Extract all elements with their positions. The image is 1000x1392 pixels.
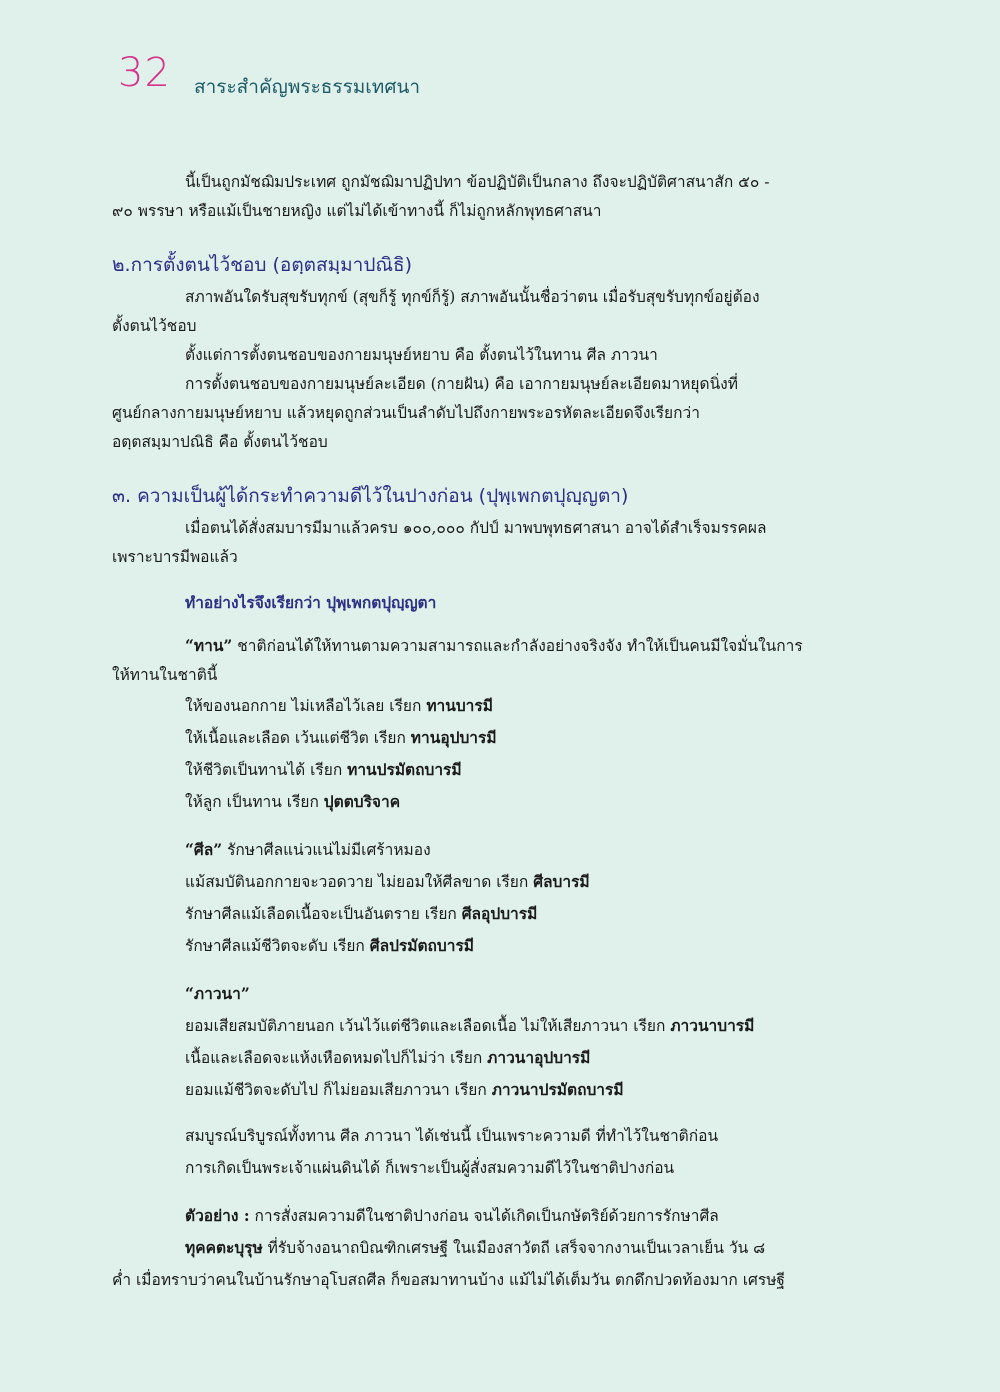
dana-line-4-text: ให้ลูก เป็นทาน เรียก: [185, 793, 324, 811]
intro-line-1: นี้เป็นถูกมัชฌิมประเทศ ถูกมัชฌิมาปฏิปทา ข้อปฏิบัติเป็นกลาง ถึงจะปฏิบัติศาสนาสัก ๕๐ -: [185, 173, 770, 191]
sila-title: “ศีล”: [185, 840, 223, 859]
example-person: ทุคคตะบุรุษ: [185, 1238, 263, 1257]
section-2-heading: ๒.การตั้งตนไว้ชอบ (อตฺตสมฺมาปณิธิ): [112, 254, 413, 276]
sec2-para-1b: ตั้งตนไว้ชอบ: [112, 317, 197, 335]
sila-line-3-term: ศีลปรมัตถบารมี: [369, 936, 474, 955]
dana-line-2-term: ทานอุปบารมี: [410, 728, 497, 747]
dana-line-4: [112, 786, 852, 818]
page-body: [112, 168, 852, 1296]
sila-line-1-text: แม้สมบัตินอกกายจะวอดวาย ไม่ยอมให้ศีลขาด เรียก: [185, 873, 534, 891]
sila-line-3: [112, 930, 852, 962]
sila-line-2-term: ศีลอุปบารมี: [461, 904, 538, 923]
bhavana-line-3: [112, 1074, 852, 1106]
example-story-text-1: ที่รับจ้างอนาถบิณฑิกเศรษฐี ในเมืองสาวัตถี เสร็จจากงานเป็นเวลาเย็น วัน ๘: [262, 1239, 766, 1257]
bhavana-line-2: [112, 1042, 852, 1074]
dana-desc-text: ชาติก่อนได้ให้ทานตามความสามารถและกำลังอย่างจริงจัง ทำให้เป็นคนมีใจมั่นในการ: [232, 637, 803, 655]
dana-line-1-term: ทานบารมี: [426, 696, 493, 715]
dana-line-1: [112, 690, 852, 722]
bhavana-line-2-term: ภาวนาอุปบารมี: [487, 1048, 591, 1067]
dana-title: “ทาน”: [185, 636, 233, 655]
dana-line-3-term: ทานปรมัตถบารมี: [347, 760, 462, 779]
dana-desc: [112, 631, 852, 661]
dana-line-4-term: ปุตตบริจาค: [323, 792, 401, 811]
sila-line-3-text: รักษาศีลแม้ชีวิตจะดับ เรียก: [185, 937, 370, 955]
dana-line-3: [112, 754, 852, 786]
summary-line-2: การเกิดเป็นพระเจ้าแผ่นดินได้ ก็เพราะเป็นผู้สั่งสมความดีไว้ในชาติปางก่อน: [185, 1159, 675, 1177]
bhavana-line-2-text: เนื้อและเลือดจะแห้งเหือดหมดไปก็ไม่ว่า เรียก: [185, 1049, 488, 1067]
example-label: ตัวอย่าง :: [185, 1206, 250, 1225]
sila-desc-text: รักษาศีลแน่วแน่ไม่มีเศร้าหมอง: [222, 841, 431, 859]
section-3-heading: ๓. ความเป็นผู้ได้กระทำความดีไว้ในปางก่อน (ปุพฺเพกตปุญฺญตา): [112, 485, 629, 507]
dana-line-2-text: ให้เนื้อและเลือด เว้นแต่ชีวิต เรียก: [185, 729, 411, 747]
sec2-para-3a: การตั้งตนชอบของกายมนุษย์ละเอียด (กายฝัน) คือ เอากายมนุษย์ละเอียดมาหยุดนิ่งที่: [185, 375, 738, 393]
bhavana-line-1-text: ยอมเสียสมบัติภายนอก เว้นไว้แต่ชีวิตและเลือดเนื้อ ไม่ให้เสียภาวนา เรียก: [185, 1017, 671, 1035]
sila-line-1: [112, 866, 852, 898]
sec2-para-3c: อตฺตสมฺมาปณิธิ คือ ตั้งตนไว้ชอบ: [112, 433, 328, 451]
example-text: การสั่งสมความดีในชาติปางก่อน จนได้เกิดเป็นกษัตริย์ด้วยการรักษาศีล: [249, 1207, 719, 1225]
dana-line-2: [112, 722, 852, 754]
bhavana-line-1: [112, 1010, 852, 1042]
example-story-line-2: ค่ำ เมื่อทราบว่าคนในบ้านรักษาอุโบสถศีล ก็ขอสมาทานบ้าง แม้ไม่ได้เต็มวัน ตกดึกปวดท้องมาก เศรษฐี: [112, 1271, 785, 1289]
sec3-subheading: ทำอย่างไรจึงเรียกว่า ปุพฺเพกตปุญฺญตา: [185, 593, 437, 612]
sila-line-2: [112, 898, 852, 930]
bhavana-line-1-term: ภาวนาบารมี: [670, 1016, 755, 1035]
sec3-para-1a: เมื่อตนได้สั่งสมบารมีมาแล้วครบ ๑๐๐,๐๐๐ กัปป์ มาพบพุทธศาสนา อาจได้สำเร็จมรรคผล: [185, 519, 767, 537]
bhavana-line-3-text: ยอมแม้ชีวิตจะดับไป ก็ไม่ยอมเสียภาวนา เรียก: [185, 1081, 492, 1099]
sec2-para-2: ตั้งแต่การตั้งตนชอบของกายมนุษย์หยาบ คือ ตั้งตนไว้ในทาน ศีล ภาวนา: [185, 346, 658, 364]
dana-desc-b: ให้ทานในชาตินี้: [112, 666, 218, 684]
example-line: [112, 1200, 852, 1232]
sila-line-1-term: ศีลบารมี: [533, 872, 590, 891]
summary-line-1: สมบูรณ์บริบูรณ์ทั้งทาน ศีล ภาวนา ได้เช่นนี้ เป็นเพราะความดี ที่ทำไว้ในชาติก่อน: [185, 1127, 719, 1145]
page-number: 32: [118, 50, 171, 96]
sec2-para-1a: สภาพอันใดรับสุขรับทุกข์ (สุขก็รู้ ทุกข์ก็รู้) สภาพอันนั้นชื่อว่าตน เมื่อรับสุขรับทุกข์อยู่ต้อง: [185, 288, 760, 306]
dana-line-1-text: ให้ของนอกกาย ไม่เหลือไว้เลย เรียก: [185, 697, 427, 715]
book-title: สาระสำคัญพระธรรมเทศนา: [194, 76, 421, 98]
bhavana-title: “ภาวนา”: [185, 984, 250, 1003]
bhavana-title-line: [112, 978, 852, 1010]
intro-line-2: ๙๐ พรรษา หรือแม้เป็นชายหญิง แต่ไม่ได้เข้าทางนี้ ก็ไม่ถูกหลักพุทธศาสนา: [112, 202, 602, 220]
bhavana-line-3-term: ภาวนาปรมัตถบารมี: [491, 1080, 624, 1099]
example-story-line-1: [112, 1232, 852, 1264]
dana-line-3-text: ให้ชีวิตเป็นทานได้ เรียก: [185, 761, 348, 779]
sec3-para-1b: เพราะบารมีพอแล้ว: [112, 548, 238, 566]
sila-desc: [112, 834, 852, 866]
sila-line-2-text: รักษาศีลแม้เลือดเนื้อจะเป็นอันตราย เรียก: [185, 905, 462, 923]
sec2-para-3b: ศูนย์กลางกายมนุษย์หยาบ แล้วหยุดถูกส่วนเป็นลำดับไปถึงกายพระอรหัตละเอียดจึงเรียกว่า: [112, 404, 700, 422]
